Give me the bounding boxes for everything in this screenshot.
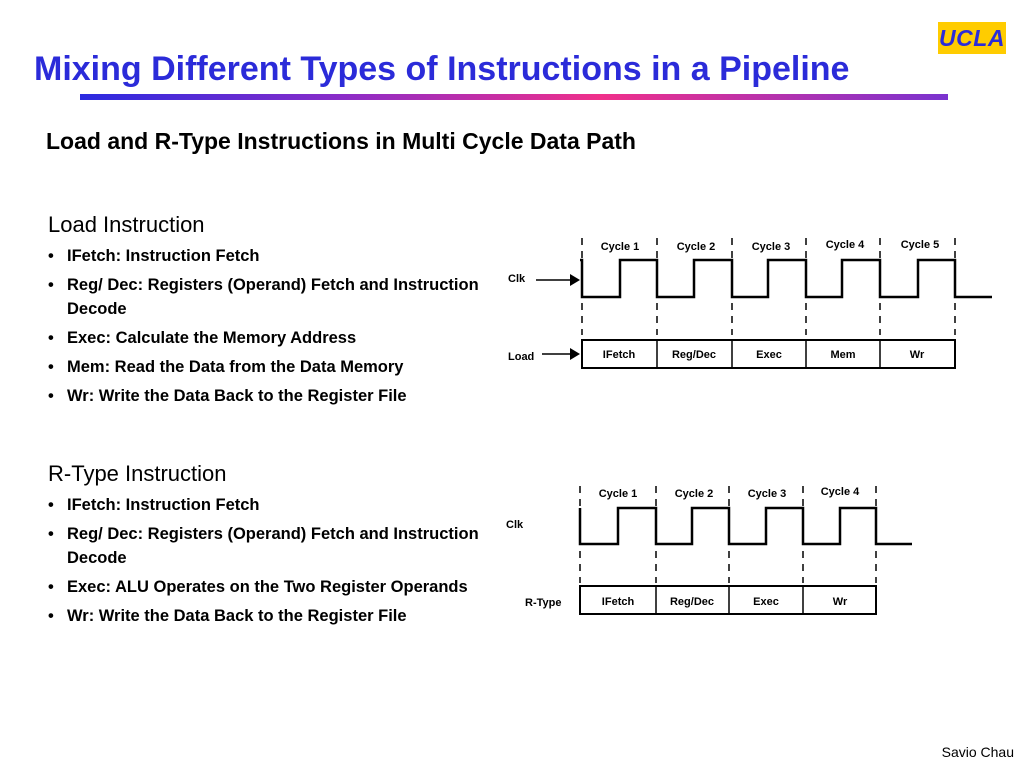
clk-arrowhead-icon	[570, 274, 580, 286]
rtype-bullet: • Exec: ALU Operates on the Two Register Operands	[48, 575, 488, 599]
cycle-label: Cycle 4	[825, 239, 865, 251]
stage-label: Exec	[756, 349, 782, 361]
load-bullet: • Wr: Write the Data Back to the Register File	[48, 384, 488, 408]
page-title: Mixing Different Types of Instructions in a Pipeline	[34, 50, 850, 88]
ucla-logo: UCLA	[938, 22, 1006, 54]
page-subtitle: Load and R-Type Instructions in Multi Cycle Data Path	[46, 128, 636, 154]
load-bullet: • Exec: Calculate the Memory Address	[48, 326, 488, 350]
cycle-label: Cycle 1	[598, 488, 638, 500]
rtype-bullet: • IFetch: Instruction Fetch	[48, 493, 488, 517]
clk-label: Clk	[506, 519, 524, 531]
row-label: Load	[508, 351, 535, 363]
stage-label: Reg/Dec	[671, 349, 717, 361]
rtype-timing-diagram	[500, 478, 920, 618]
load-bullet-list	[48, 244, 488, 408]
rtype-section	[48, 461, 488, 633]
stage-label: Wr	[909, 349, 925, 361]
cycle-label: Cycle 3	[747, 488, 787, 500]
cycle-label: Cycle 1	[600, 241, 640, 253]
cycle-label: Cycle 3	[751, 241, 791, 253]
rtype-bullet-list	[48, 493, 488, 628]
stage-label: Mem	[830, 349, 856, 361]
clock-waveform	[580, 508, 912, 544]
stage-label: Wr	[832, 596, 848, 608]
clock-waveform	[580, 260, 992, 297]
rtype-bullet: • Reg/ Dec: Registers (Operand) Fetch and Instruction Decode	[48, 522, 488, 570]
load-bullet: • IFetch: Instruction Fetch	[48, 244, 488, 268]
load-heading: Load Instruction	[48, 212, 205, 237]
cycle-label: Cycle 4	[820, 486, 860, 498]
clk-label: Clk	[508, 273, 526, 285]
cycle-label: Cycle 5	[900, 239, 940, 251]
rtype-heading: R-Type Instruction	[48, 461, 227, 486]
cycle-label: Cycle 2	[674, 488, 714, 500]
load-section	[48, 212, 488, 413]
cycle-label: Cycle 2	[676, 241, 716, 253]
rtype-bullet: • Wr: Write the Data Back to the Register File	[48, 604, 488, 628]
load-timing-diagram	[500, 230, 1000, 375]
load-bullet: • Mem: Read the Data from the Data Memory	[48, 355, 488, 379]
stage-label: Reg/Dec	[669, 596, 715, 608]
author-footer: Savio Chau	[941, 744, 1014, 760]
title-underline	[80, 94, 948, 100]
row-label: R-Type	[525, 597, 562, 609]
row-arrowhead-icon	[570, 348, 580, 360]
stage-label: IFetch	[601, 596, 635, 608]
stage-label: IFetch	[602, 349, 636, 361]
load-bullet: • Reg/ Dec: Registers (Operand) Fetch and Instruction Decode	[48, 273, 488, 321]
stage-label: Exec	[753, 596, 779, 608]
